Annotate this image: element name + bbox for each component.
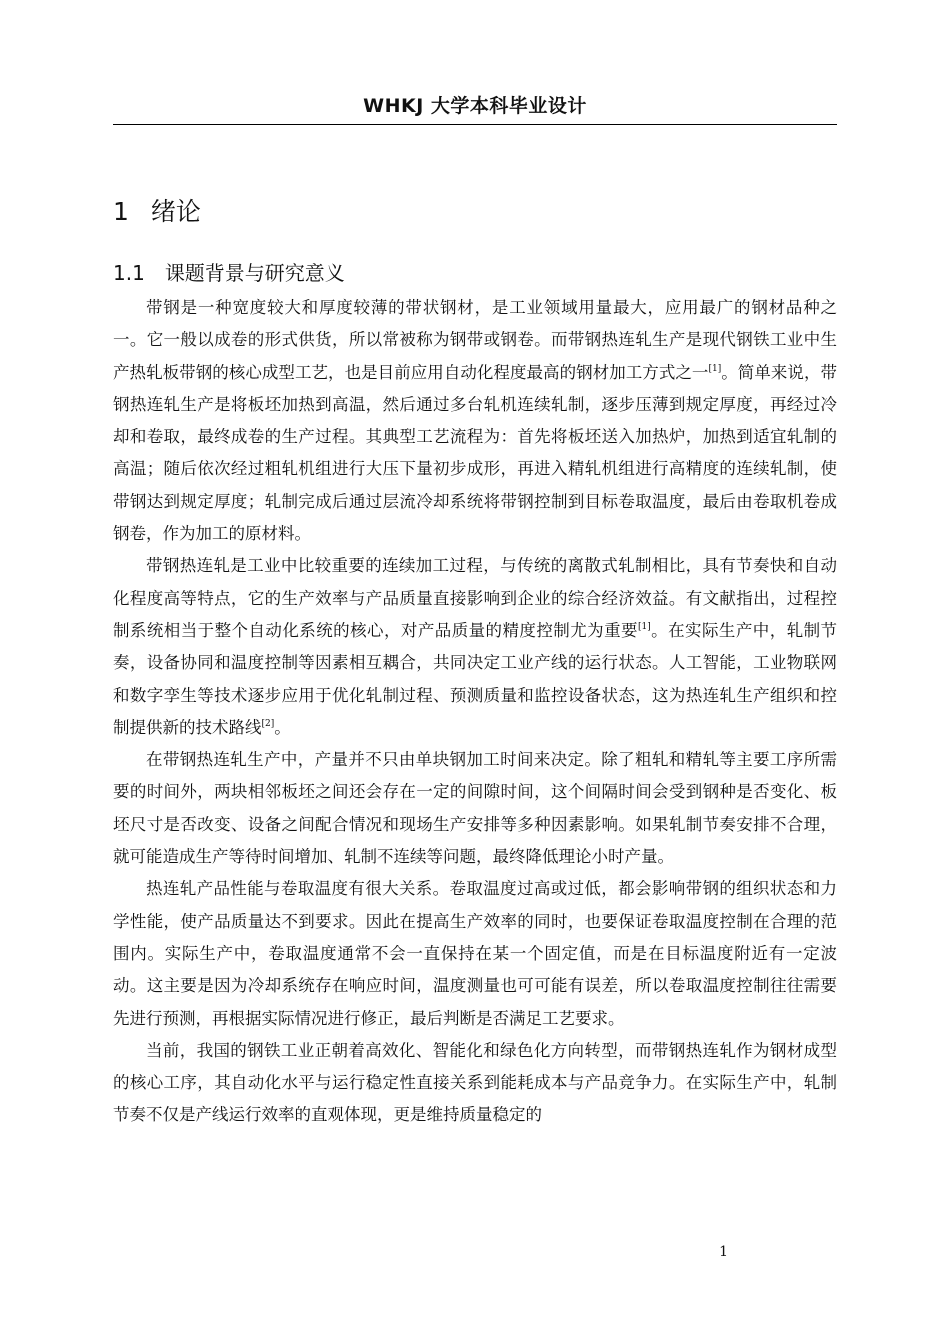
section-number: 1.1 [113, 261, 145, 285]
paragraph-5: 当前，我国的钢铁工业正朝着高效化、智能化和绿色化方向转型，而带钢热连轧作为钢材成型的核心工序，其自动化水平与运行稳定性直接关系到能耗成本与产品竞争力。在实际生产中，轧制节奏不仅是产线运行效率的直观体现，更是维持质量稳定的 [113, 1040, 837, 1125]
paragraph-text: 。在实际生产中，轧制节奏，设备协同和温度控制等因素相互耦合，共同决定工业产线的运行状态。人工智能，工业物联网和数字孪生等技术逐步应用于优化轧制过程、预测质量和监控设备状态，这为热连轧生产组织和控制提供新的技术路线 [113, 620, 838, 737]
paragraph-text: 带钢热连轧是工业中比较重要的连续加工过程，与传统的离散式轧制相比，具有节奏快和自动化程度高等特点，它的生产效率与产品质量直接影响到企业的综合经济效益。有文献指出，过程控制系统相当于整个自动化系统的核心，对产品质量的精度控制尤为重要 [113, 556, 837, 640]
body-text [113, 292, 837, 1132]
paragraph-3: 在带钢热连轧生产中，产量并不只由单块钢加工时间来决定。除了粗轧和精轧等主要工序所需要的时间外，两块相邻板坯之间还会存在一定的间隙时间，这个间隔时间会受到钢种是否变化、板坯尺寸是否改变、设备之间配合情况和现场生产安排等多种因素影响。如果轧制节奏安排不合理，就可能造成生产等待时间增加、轧制不连续等问题，最终降低理论小时产量。 [113, 750, 837, 867]
chapter-heading [113, 192, 201, 232]
page-number: 1 [719, 1244, 728, 1260]
header-title: WHKJ 大学本科毕业设计 [363, 95, 587, 117]
page-header [113, 92, 837, 125]
paragraph-1 [113, 292, 837, 550]
section-heading [113, 255, 345, 291]
chapter-number: 1 [113, 197, 129, 226]
citation-ref[interactable]: [2] [261, 718, 275, 729]
citation-ref[interactable]: [1] [708, 363, 722, 374]
paragraph-2 [113, 550, 837, 744]
paragraph-text: 。简单来说，带钢热连轧生产是将板坯加热到高温，然后通过多台轧机连续轧制，逐步压薄到规定厚度，再经过冷却和卷取，最终成卷的生产过程。其典型工艺流程为：首先将板坯送入加热炉，加热到适宜轧制的高温；随后依次经过粗轧机组进行大压下量初步成形，再进入精轧机组进行高精度的连续轧制，使带钢达到规定厚度；轧制完成后通过层流冷却系统将带钢控制到目标卷取温度，最后由卷取机卷成钢卷，作为加工的原材料。 [113, 362, 838, 544]
section-title: 课题背景与研究意义 [164, 261, 345, 285]
paragraph-text: 带钢是一种宽度较大和厚度较薄的带状钢材，是工业领域用量最大，应用最广的钢材品种之一。它一般以成卷的形式供货，所以常被称为钢带或钢卷。而带钢热连轧生产是现代钢铁工业中生产热轧板带钢的核心成型工艺，也是目前应用自动化程度最高的钢材加工方式之一 [113, 298, 837, 382]
paragraph-4: 热连轧产品性能与卷取温度有很大关系。卷取温度过高或过低，都会影响带钢的组织状态和力学性能，使产品质量达不到要求。因此在提高生产效率的同时，也要保证卷取温度控制在合理的范围内。实际生产中，卷取温度通常不会一直保持在某一个固定值，而是在目标温度附近有一定波动。这主要是因为冷却系统存在响应时间，温度测量也可可能有误差，所以卷取温度控制往往需要先进行预测，再根据实际情况进行修正，最后判断是否满足工艺要求。 [113, 879, 837, 1028]
paragraph-text: 。 [274, 717, 291, 737]
chapter-title: 绪论 [150, 197, 201, 226]
citation-ref[interactable]: [1] [637, 621, 651, 632]
